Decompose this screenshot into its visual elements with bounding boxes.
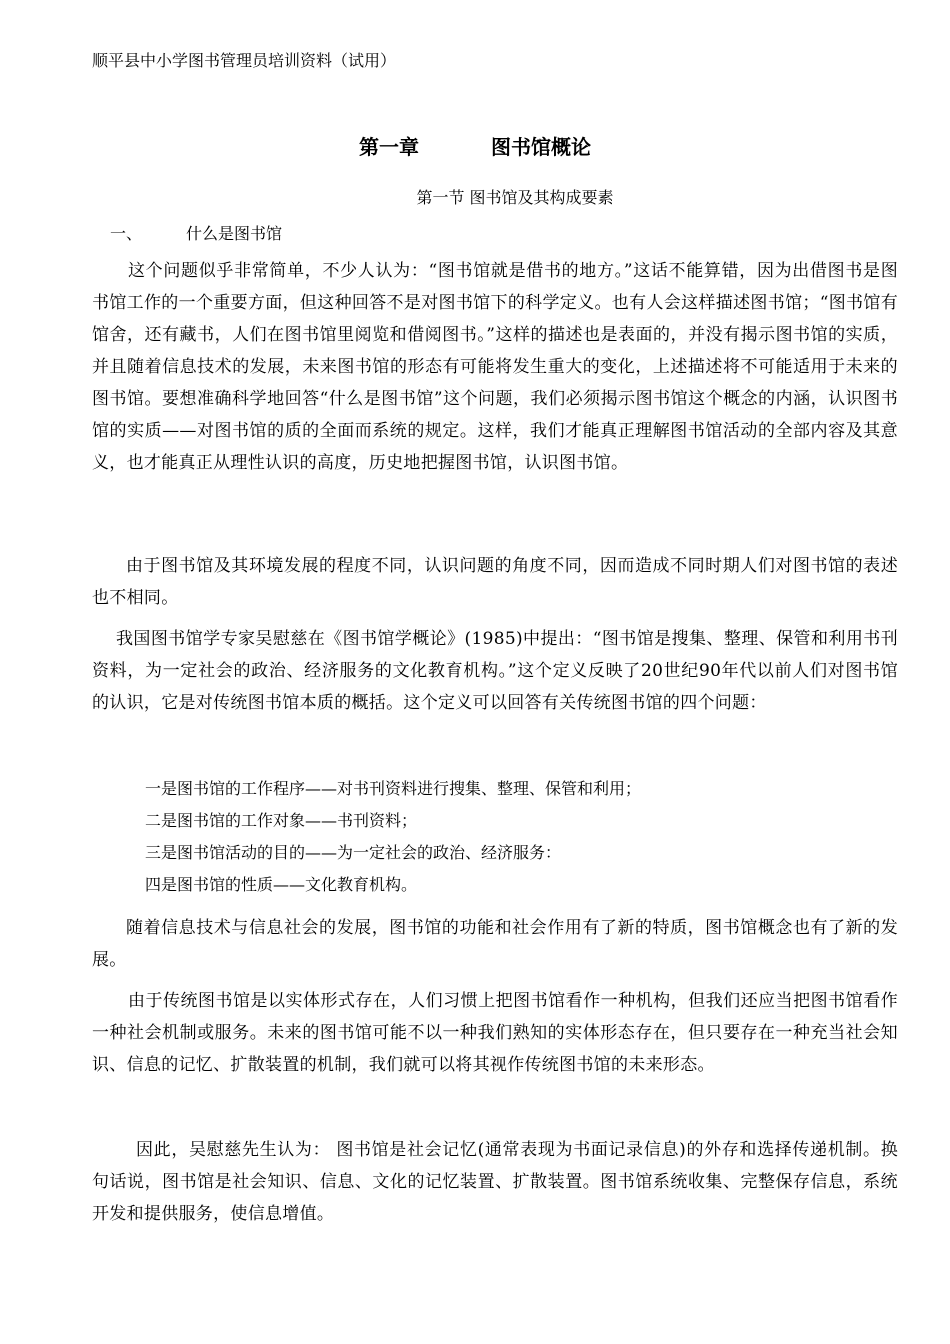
- paragraph-social-mechanism: 由于传统图书馆是以实体形式存在，人们习惯上把图书馆看作一种机构，但我们还应当把图书馆看作一种社会机制或服务。未来的图书馆可能不以一种我们熟知的实体形态存在，但只要存在一种充当社会知识、信息的记忆、扩散装置的机制，我们就可以将其视作传统图书馆的未来形态。: [92, 991, 898, 1075]
- chapter-heading: [0, 132, 950, 162]
- paragraph-what-is-library: 这个问题似乎非常简单，不少人认为：“图书馆就是借书的地方。”这话不能算错，因为出借图书是图书馆工作的一个重要方面，但这种回答不是对图书馆下的科学定义。也有人会这样描述图书馆；“图书馆有馆舍，还有藏书，人们在图书馆里阅览和借阅图书。”这样的描述也是表面的，并没有揭示图书馆的实质，并且随着信息技术的发展，未来图书馆的形态有可能将发生重大的变化，上述描述将不可能适用于未来的图书馆。要想准确科学地回答“什么是图书馆”这个问题，我们必须揭示图书馆这个概念的内涵，认识图书馆的实质——对图书馆的质的全面而系统的规定。这样，我们才能真正理解图书馆活动的全部内容及其意义，也才能真正从理性认识的高度，历史地把握图书馆，认识图书馆。: [92, 261, 898, 473]
- list-item: 四是图书馆的性质——文化教育机构。: [145, 875, 418, 894]
- chapter-title: 图书馆概论: [491, 135, 591, 159]
- running-header: 顺平县中小学图书管理员培训资料（试用）: [92, 51, 397, 70]
- section-heading: 第一节 图书馆及其构成要素: [416, 188, 614, 207]
- list-item: 三是图书馆活动的目的——为一定社会的政治、经济服务：: [145, 843, 562, 862]
- paragraph-different-views: 由于图书馆及其环境发展的程度不同，认识问题的角度不同，因而造成不同时期人们对图书馆的表述也不相同。: [92, 556, 898, 608]
- subheading-text: 什么是图书馆: [186, 224, 283, 243]
- chapter-number: 第一章: [359, 135, 419, 159]
- subheading-number: 一、: [110, 224, 143, 243]
- list-item: 二是图书馆的工作对象——书刊资料；: [145, 811, 418, 830]
- subheading: [110, 220, 282, 248]
- list-item: 一是图书馆的工作程序——对书刊资料进行搜集、整理、保管和利用；: [145, 779, 642, 798]
- paragraph-wu-definition: 我国图书馆学专家吴慰慈在《图书馆学概论》(1985)中提出：“图书馆是搜集、整理、保管和利用书刊资料，为一定社会的政治、经济服务的文化教育机构。”这个定义反映了20世纪90年代以前人们对图书馆的认识，它是对传统图书馆本质的概括。这个定义可以回答有关传统图书馆的四个问题：: [92, 629, 898, 713]
- paragraph-new-development: 随着信息技术与信息社会的发展，图书馆的功能和社会作用有了新的特质，图书馆概念也有了新的发展。: [92, 918, 898, 970]
- four-questions-list: [145, 773, 641, 901]
- paragraph-conclusion: 因此，吴慰慈先生认为： 图书馆是社会记忆(通常表现为书面记录信息)的外存和选择传递机制。换句话说，图书馆是社会知识、信息、文化的记忆装置、扩散装置。图书馆系统收集、完整保存信息，系统开发和提供服务，使信息增值。: [92, 1140, 898, 1224]
